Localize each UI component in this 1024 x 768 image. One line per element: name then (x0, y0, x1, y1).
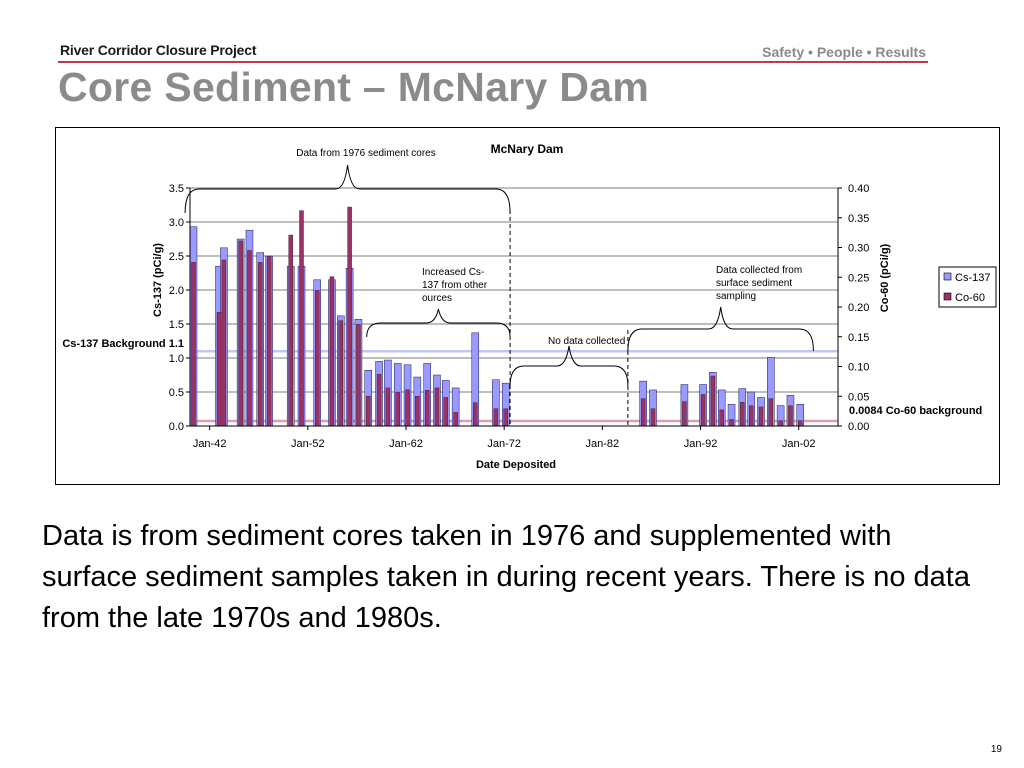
bar-co60 (701, 394, 705, 426)
bar-co60 (348, 207, 352, 426)
x-tick-label: Jan-72 (487, 438, 522, 450)
y-tick-label: 2.0 (168, 285, 184, 297)
bar-co60 (641, 399, 645, 426)
y2-tick-label: 0.10 (848, 361, 870, 374)
x-axis-label: Date Deposited (475, 459, 557, 471)
legend-swatch-cs137 (944, 273, 951, 280)
page-title: Core Sediment – McNary Dam (58, 64, 650, 110)
bar-co60 (356, 324, 360, 426)
y-tick-label: 0.5 (168, 387, 184, 399)
bar-co60 (222, 260, 226, 426)
y2-tick-label: 0.25 (848, 272, 870, 285)
bar-co60 (239, 241, 243, 426)
bar-co60 (247, 250, 251, 426)
cs137-background-label: Cs-137 Background 1.1 (62, 338, 184, 351)
bar-co60 (494, 409, 498, 426)
bar-co60 (749, 406, 753, 426)
annotation-surface-sampling: Data collected from surface sediment sampling (716, 265, 803, 302)
bar-co60 (386, 388, 390, 426)
y2-tick-label: 0.00 (848, 421, 870, 433)
header-project: River Corridor Closure Project (60, 42, 257, 58)
bar-co60 (415, 396, 419, 426)
y2-tick-label: 0.15 (848, 331, 870, 344)
page-number: 19 (990, 744, 1002, 755)
bar-co60 (720, 410, 724, 426)
y-tick-label: 1.5 (168, 319, 184, 331)
legend-swatch-co60 (944, 293, 951, 300)
bar-co60 (315, 290, 319, 426)
bar-co60 (730, 419, 734, 426)
bar-co60 (473, 403, 477, 426)
bar-co60 (769, 399, 773, 426)
y2-tick-label: 0.35 (848, 212, 870, 225)
y2-tick-label: 0.20 (848, 302, 870, 314)
bar-co60 (798, 421, 802, 426)
x-tick-label: Jan-42 (192, 438, 227, 450)
bar-co60 (682, 402, 686, 426)
y2-tick-label: 0.30 (848, 242, 870, 255)
bar-co60 (300, 211, 304, 426)
bar-co60 (454, 412, 458, 426)
bar-co60 (788, 406, 792, 426)
bar-co60 (377, 374, 381, 426)
bar-co60 (192, 262, 196, 426)
bar-co60 (396, 392, 400, 426)
bar-co60 (258, 262, 262, 426)
x-tick-label: Jan-02 (781, 438, 816, 450)
bar-co60 (435, 388, 439, 426)
bar-co60 (217, 312, 221, 426)
y-tick-label: 2.5 (168, 251, 184, 263)
y2-tick-label: 0.40 (848, 183, 870, 195)
co60-background-label: 0.0084 Co-60 background (849, 405, 983, 417)
bar-co60 (425, 390, 429, 426)
bar-co60 (651, 409, 655, 426)
brace-increased-cs137 (367, 309, 510, 337)
y-tick-label: 1.0 (168, 353, 184, 365)
y-tick-label: 3.0 (168, 217, 184, 229)
legend-label-co60: Co-60 (955, 292, 985, 304)
bar-co60 (779, 421, 783, 426)
body-text: Data is from sediment cores taken in 1976 and supplemented with surface sediment samples taken in during recent years. There is no data from the late 1970s and 1980s. (42, 520, 970, 634)
brace-1976-cores (185, 165, 510, 213)
y2-tick-label: 0.05 (848, 391, 870, 404)
bar-co60 (444, 397, 448, 426)
legend (939, 267, 996, 307)
bar-co60 (339, 321, 343, 426)
y-tick-label: 3.5 (168, 183, 184, 195)
x-tick-label: Jan-82 (585, 438, 620, 450)
y-tick-label: 0.0 (168, 421, 184, 433)
brace-surface-sampling (628, 307, 814, 351)
bar-co60 (366, 396, 370, 426)
header-tagline: Safety • People • Results (762, 44, 926, 60)
bar-co60 (289, 235, 293, 426)
y-axis-label: Cs-137 (pCi/g) (152, 243, 164, 317)
bar-co60 (759, 407, 763, 426)
annotation-no-data: No data collected (548, 336, 626, 347)
x-tick-label: Jan-52 (290, 438, 325, 450)
bar-co60 (406, 390, 410, 426)
x-tick-label: Jan-92 (683, 438, 718, 450)
bar-co60 (267, 256, 271, 426)
x-tick-label: Jan-62 (389, 438, 423, 450)
bar-co60 (504, 409, 508, 426)
legend-label-cs137: Cs-137 (955, 272, 991, 284)
bar-co60 (330, 277, 334, 426)
bar-co60 (711, 376, 715, 426)
annotation-increased-cs137: Increased Cs-137 from other ources (422, 267, 490, 304)
chart-title: McNary Dam (490, 142, 564, 156)
annotation-1976-cores: Data from 1976 sediment cores (296, 148, 436, 159)
y2-axis-label: Co-60 (pCi/g) (879, 243, 891, 313)
bar-co60 (740, 402, 744, 426)
